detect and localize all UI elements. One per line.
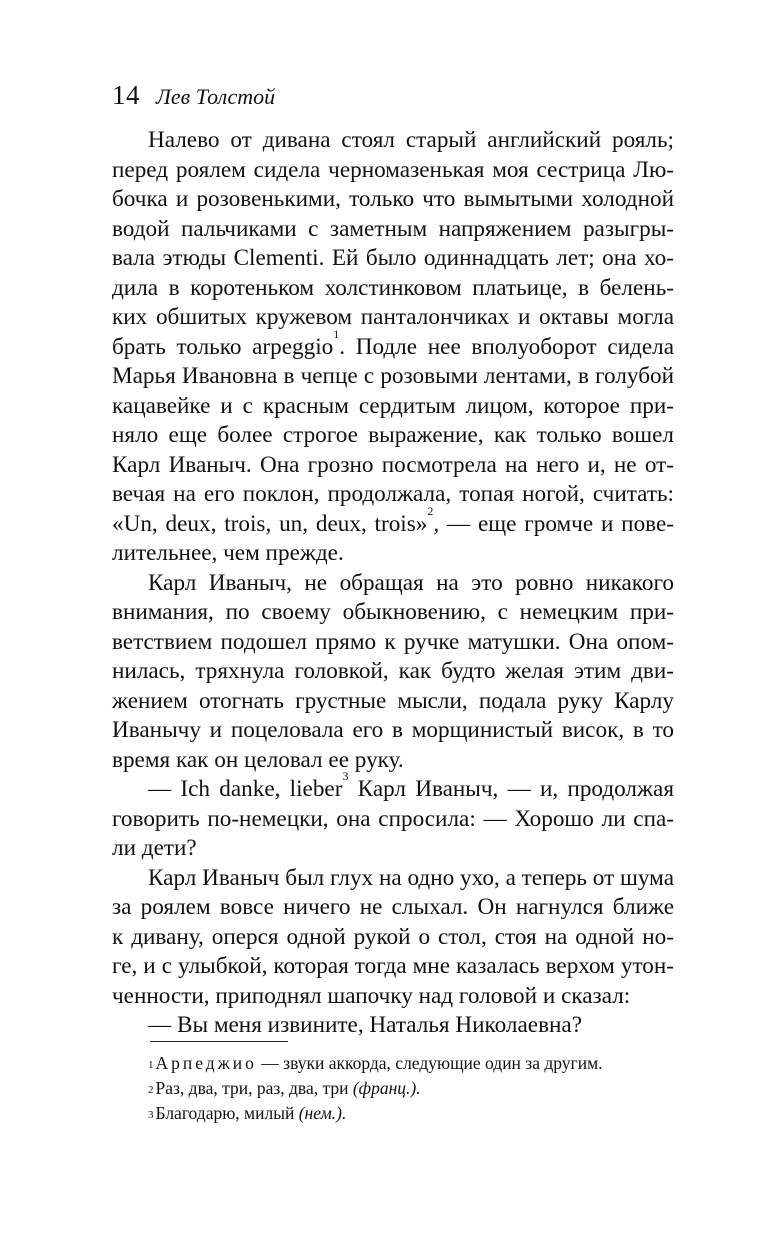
text-line: лительнее, чем прежде. xyxy=(112,540,344,566)
text-line: ге, и с улыбкой, которая тогда мне казалась верхом утон- xyxy=(112,953,674,979)
footnote-number: 1 xyxy=(148,1059,154,1071)
running-head: Лев Толстой xyxy=(156,84,276,109)
footnote-term: Арпеджио xyxy=(155,1053,257,1073)
text-segment: — Ich danke, lieber xyxy=(148,776,343,802)
footnote-text: Благодарю, милый xyxy=(155,1103,299,1123)
text-line-with-footnote xyxy=(112,503,674,540)
text-line: жением отогнать грустные мысли, подала руку Карлу xyxy=(112,687,674,714)
text-line: вечая на его поклон, продолжала, топая ногой, считать: xyxy=(112,481,674,507)
footnote-2 xyxy=(112,1076,674,1101)
text-segment: Карл Иваныч, — и, продолжая xyxy=(348,776,674,802)
text-line: ченности, приподнял шапочку над головой и сказал: xyxy=(112,982,631,1009)
footnote-language-note: (нем.). xyxy=(298,1103,347,1123)
text-line: Марья Ивановна в чепце с розовыми лентами, в голубой xyxy=(112,363,674,389)
page-header xyxy=(112,80,275,111)
footnote-number: 3 xyxy=(148,1109,154,1121)
text-line: к дивану, оперся одной рукой о стол, стоя на одной но- xyxy=(112,923,674,950)
footnote-divider xyxy=(150,1041,288,1042)
text-line: Иванычу и поцеловала его в морщинистый висок, в то xyxy=(112,717,674,743)
footnote-language-note: (франц.). xyxy=(352,1078,421,1098)
text-line: — Вы меня извините, Наталья Николаевна? xyxy=(148,1012,583,1038)
text-segment: , — еще громче и пове- xyxy=(433,510,674,537)
footnote-1 xyxy=(112,1051,674,1076)
footnote-marker-2: 2 xyxy=(427,503,434,518)
footnote-marker-3: 3 xyxy=(342,769,349,783)
text-line: внимания, по своему обыкновению, с немецким при- xyxy=(112,599,674,625)
text-line: говорить по-немецки, она спросила: — Хорошо ли спа- xyxy=(112,805,674,832)
text-line: ветствием подошел прямо к ручке матушки. Она опом- xyxy=(112,628,674,655)
text-line: время как он целовал ее руку. xyxy=(112,746,404,773)
text-line: Карл Иваныч. Она грозно посмотрела на него и, не от- xyxy=(112,451,674,478)
text-line: водой пальчиками с заметным напряжением разыгры- xyxy=(112,215,674,242)
text-line: ли дети? xyxy=(112,835,197,861)
text-line: Карл Иваныч был глух на одно ухо, а теперь от шума xyxy=(148,864,674,891)
text-line: дила в коротеньком холстинковом платьице, в белень- xyxy=(112,274,674,301)
footnotes xyxy=(112,1051,674,1126)
footnote-marker-1: 1 xyxy=(333,326,340,341)
text-segment: брать только arpeggio xyxy=(112,333,334,360)
text-line: вала этюды Clementi. Ей было одиннадцать лет; она хо- xyxy=(112,245,674,271)
text-line: няло еще более строгое выражение, как только вошел xyxy=(112,422,674,448)
footnote-text: — звуки аккорда, следующие один за другим. xyxy=(256,1053,603,1073)
footnote-text: Раз, два, три, раз, два, три xyxy=(155,1078,353,1098)
text-line: бочка и розовенькими, только что вымытыми холодной xyxy=(112,186,674,212)
text-line: Налево от дивана стоял старый английский рояль; xyxy=(148,127,674,153)
text-line: нилась, тряхнула головкой, как будто желая этим дви- xyxy=(112,658,674,684)
footnote-3 xyxy=(112,1101,674,1126)
text-line: перед роялем сидела черномазенькая моя сестрица Лю- xyxy=(112,156,674,183)
text-line: Карл Иваныч, не обращая на это ровно никакого xyxy=(148,569,674,596)
text-segment: . Подле нее вполуоборот сидела xyxy=(339,333,674,360)
page-number: 14 xyxy=(112,80,140,110)
text-line: за роялем вовсе ничего не слыхал. Он нагнулся ближе xyxy=(112,894,674,920)
text-segment: «Un, deux, trois, un, deux, trois» xyxy=(112,510,428,537)
text-line: ких обшитых кружевом панталончиках и октавы могла xyxy=(112,304,674,330)
text-line-with-footnote xyxy=(112,769,674,805)
main-text xyxy=(112,126,674,1041)
footnote-number: 2 xyxy=(148,1084,154,1096)
text-line-with-footnote xyxy=(112,326,674,363)
text-line: кацавейке и с красным сердитым лицом, которое при- xyxy=(112,392,674,419)
